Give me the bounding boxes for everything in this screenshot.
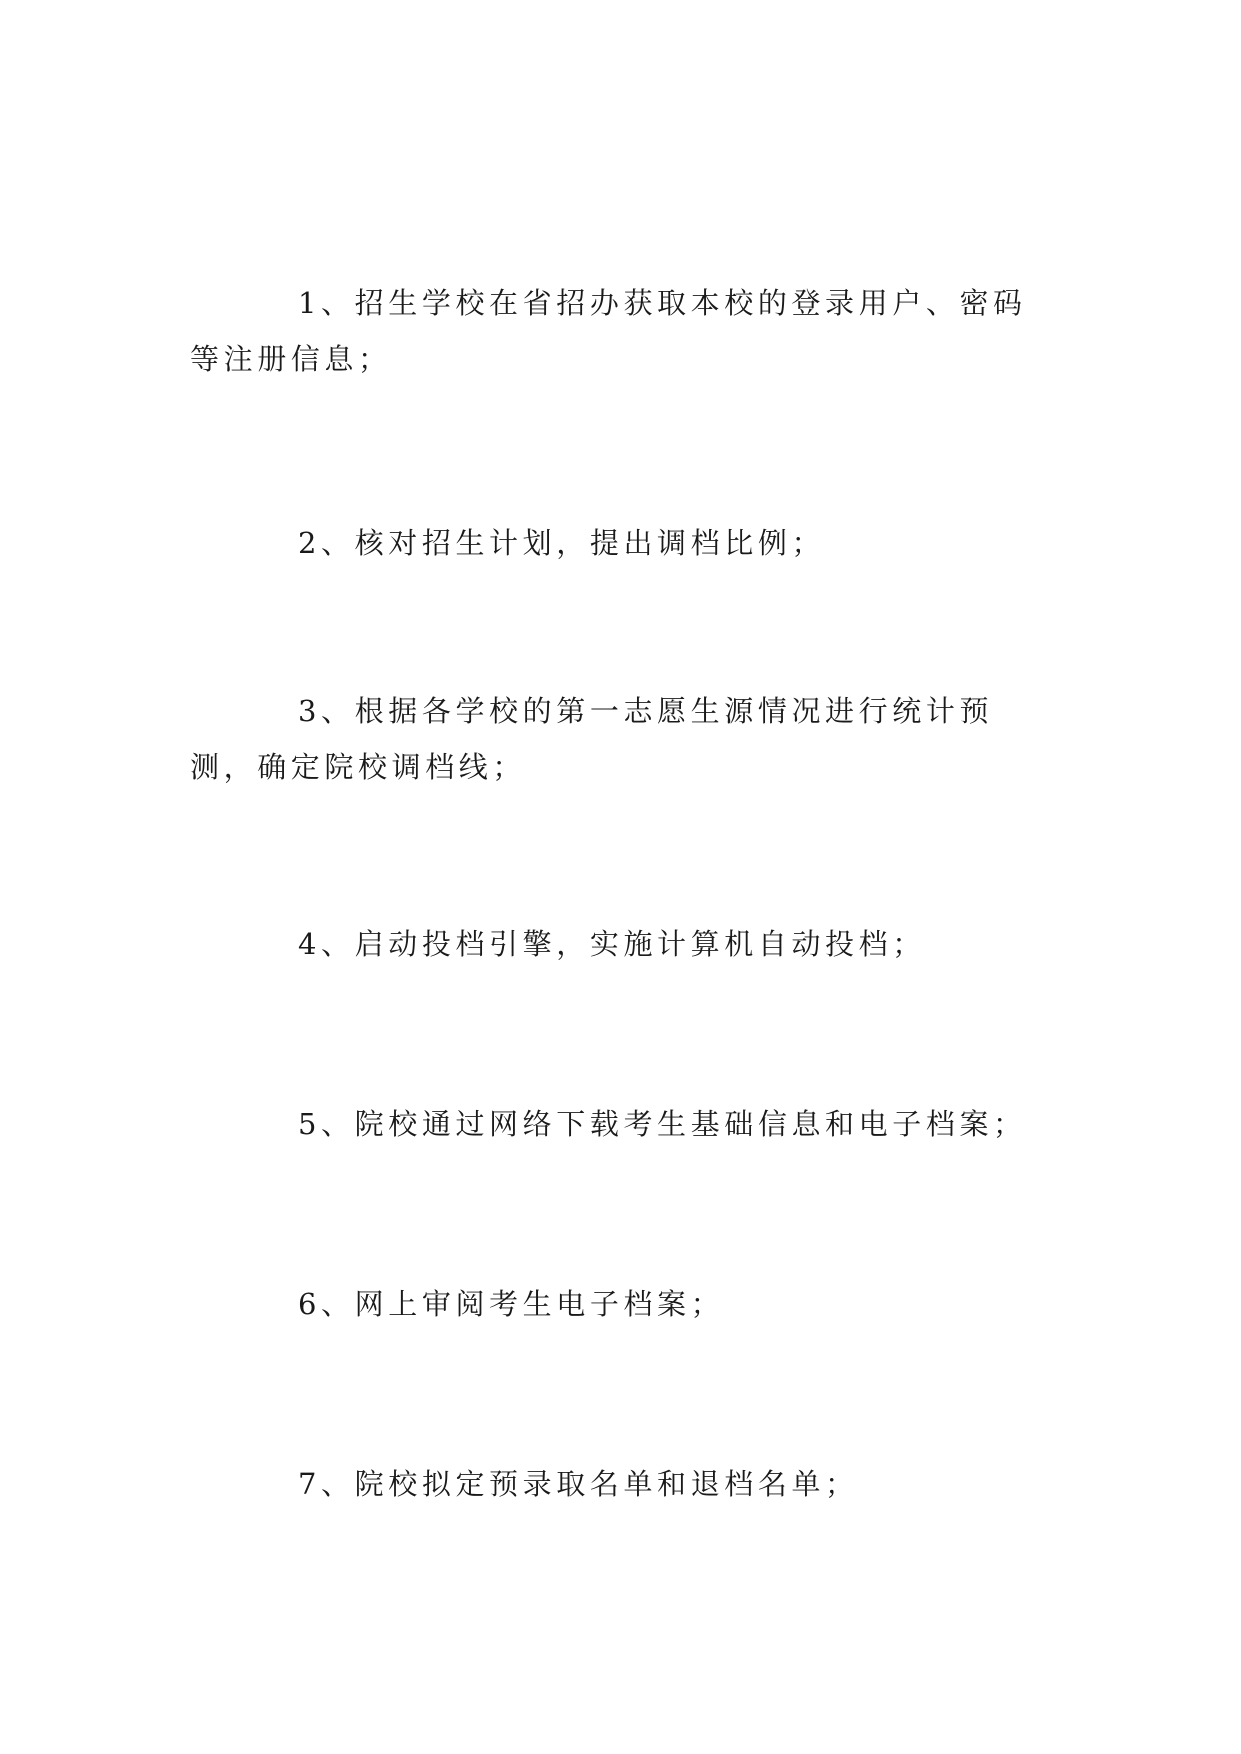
- step-2-paragraph: 2、核对招生计划，提出调档比例；: [298, 526, 826, 560]
- step-1-paragraph: 1、招生学校在省招办获取本校的登录用户、密码等注册信息；: [190, 286, 1027, 376]
- step-4-paragraph: 4、启动投档引擎，实施计算机自动投档；: [298, 927, 926, 961]
- step-7-paragraph: 7、院校拟定预录取名单和退档名单；: [298, 1467, 859, 1501]
- step-5-paragraph: 5、院校通过网络下载考生基础信息和电子档案；: [298, 1107, 1027, 1141]
- step-3-paragraph: 3、根据各学校的第一志愿生源情况进行统计预测，确定院校调档线；: [190, 694, 994, 784]
- step-6-paragraph: 6、网上审阅考生电子档案；: [298, 1287, 725, 1321]
